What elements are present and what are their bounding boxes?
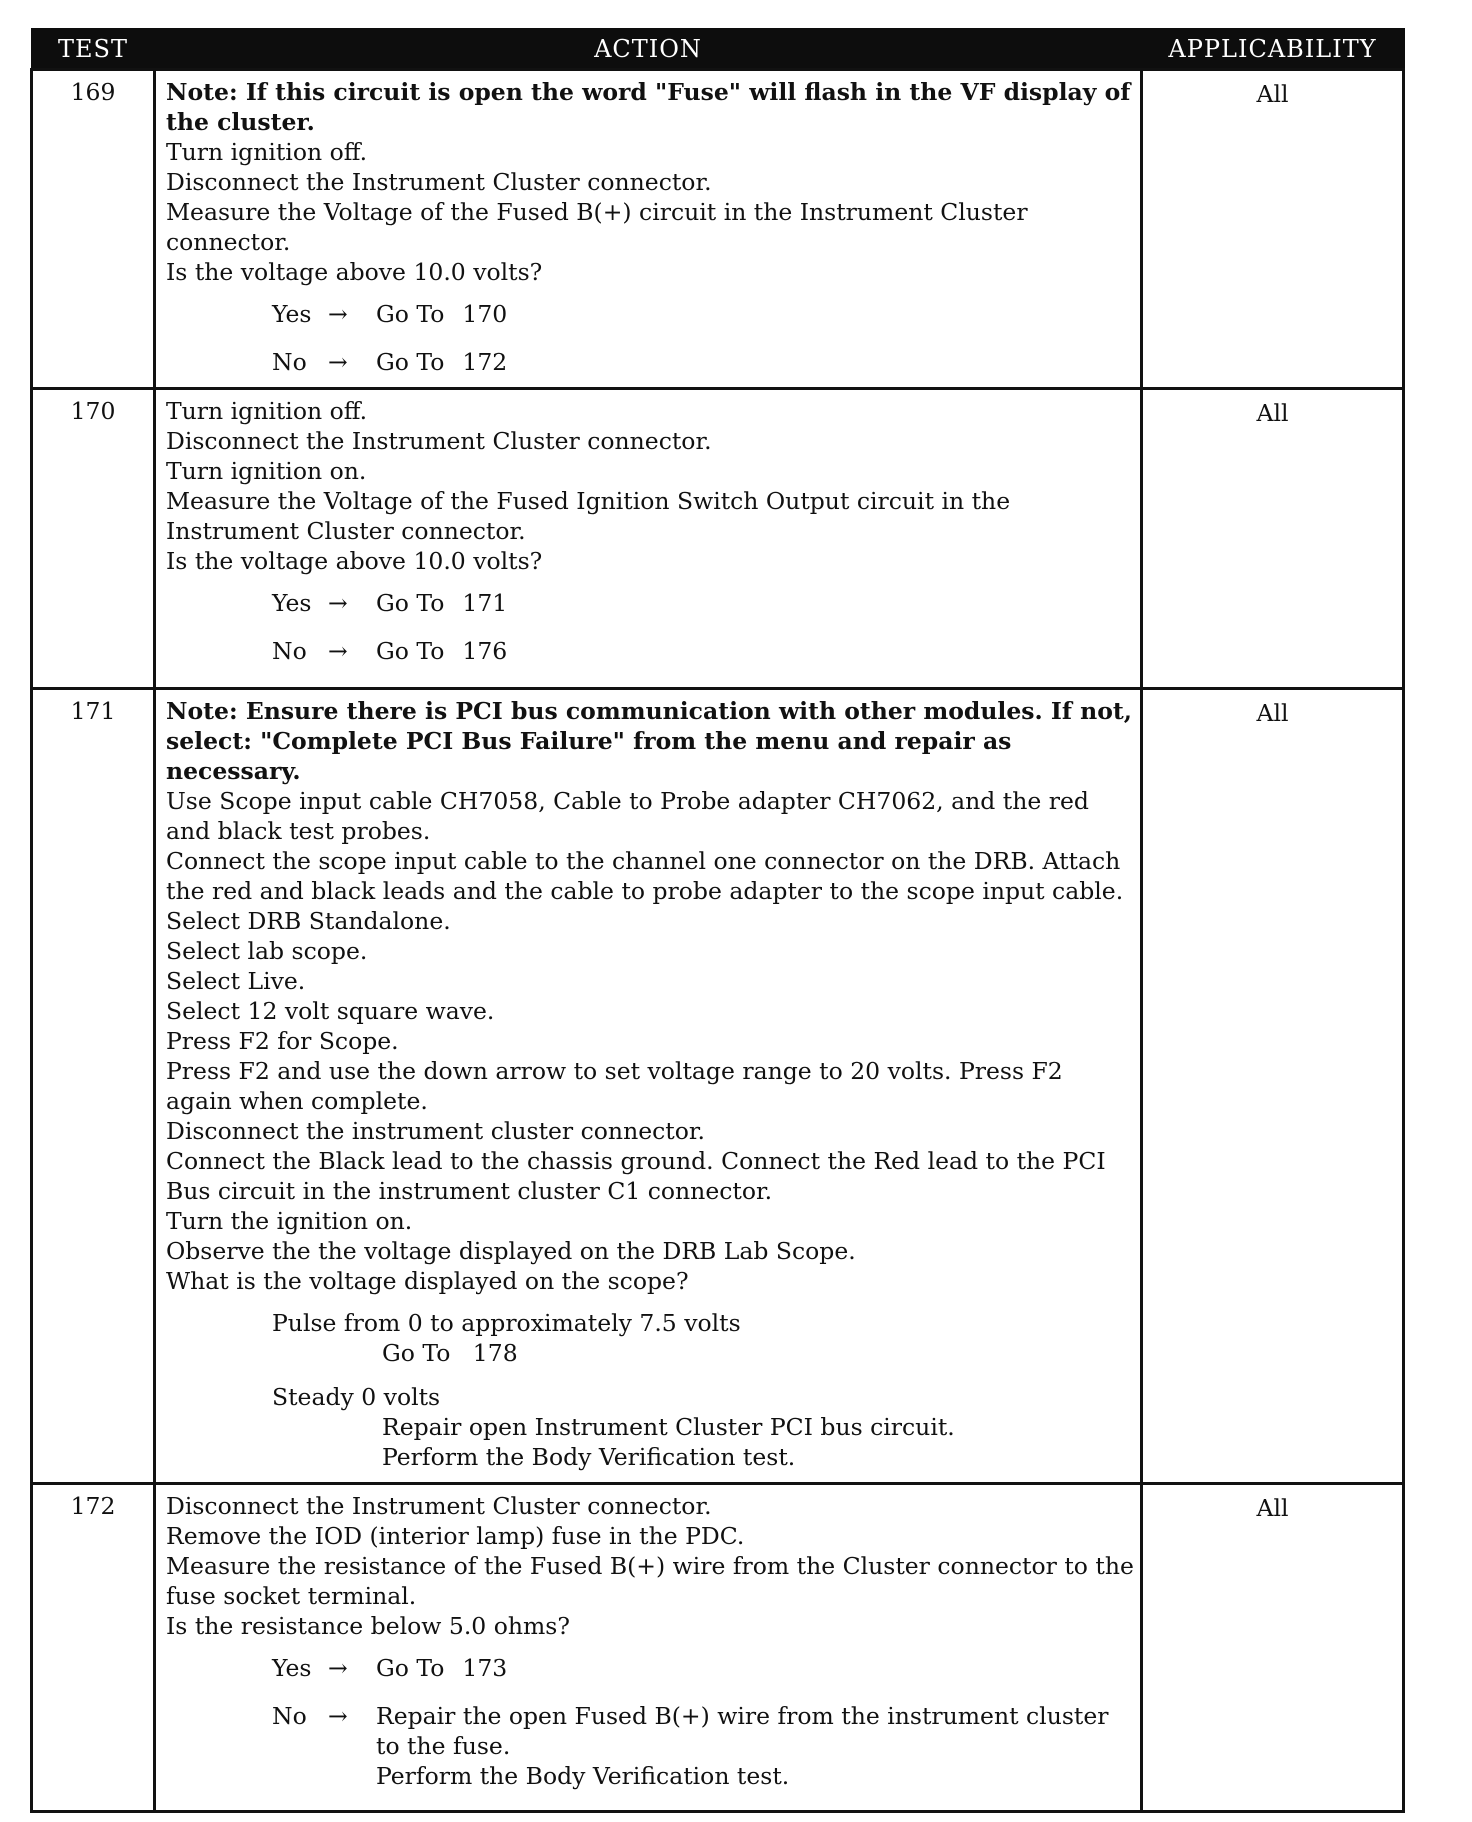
repair-text: Repair the open Fused B(+) wire from the instrument cluster to the fuse. <box>376 1702 1109 1760</box>
choice-label: No <box>272 348 307 376</box>
choice-list <box>166 1653 1134 1791</box>
table-row <box>32 389 1404 689</box>
choice-label: Yes <box>272 300 312 328</box>
step-text: Turn ignition off. <box>166 138 368 166</box>
step-text: Turn ignition on. <box>166 457 367 485</box>
goto-target: 172 <box>462 348 508 376</box>
applicability-value: All <box>1142 389 1404 689</box>
yes-choice <box>166 588 1134 618</box>
step-text: Measure the Voltage of the Fused Ignition Switch Output circuit in the Instrument Cluster connector. <box>166 487 1011 545</box>
action-cell <box>155 689 1142 1484</box>
outcome-label: Pulse from 0 to approximately 7.5 volts <box>272 1309 741 1337</box>
choice-label: Yes <box>272 589 312 617</box>
action-cell <box>155 70 1142 389</box>
step-text: Press F2 for Scope. <box>166 1027 399 1055</box>
test-number: 169 <box>32 70 155 389</box>
step-text: Select lab scope. <box>166 937 368 965</box>
step-text: Measure the resistance of the Fused B(+) wire from the Cluster connector to the fuse socket terminal. <box>166 1552 1134 1610</box>
question-text: Is the voltage above 10.0 volts? <box>166 547 543 575</box>
outcome-steady <box>272 1382 1134 1472</box>
step-text: Select Live. <box>166 967 306 995</box>
step-text: Disconnect the instrument cluster connector. <box>166 1117 705 1145</box>
note-text: Note: Ensure there is PCI bus communication with other modules. If not, select: "Complete PCI Bus Failure" from the menu and repair as necessary. <box>166 697 1132 785</box>
step-text: Observe the the voltage displayed on the DRB Lab Scope. <box>166 1237 856 1265</box>
outcome-list <box>166 1308 1134 1472</box>
question-text: Is the resistance below 5.0 ohms? <box>166 1612 570 1640</box>
table-row <box>32 1484 1404 1812</box>
choice-label: No <box>272 637 307 665</box>
choice-list <box>166 588 1134 666</box>
arrow-icon: → <box>328 589 348 617</box>
test-number: 172 <box>32 1484 155 1812</box>
action-cell <box>155 389 1142 689</box>
test-number: 170 <box>32 389 155 689</box>
header-applicability: APPLICABILITY <box>1142 29 1404 70</box>
note-text: Note: If this circuit is open the word "Fuse" will flash in the VF display of the cluster. <box>166 78 1131 136</box>
step-text: Connect the scope input cable to the channel one connector on the DRB. Attach the red and black leads and the cable to probe adapter to the scope input cable. <box>166 847 1124 905</box>
no-choice <box>166 347 1134 377</box>
question-text: Is the voltage above 10.0 volts? <box>166 258 543 286</box>
choice-label: No <box>272 1702 307 1730</box>
outcome-result: Repair open Instrument Cluster PCI bus circuit. <box>382 1413 955 1441</box>
step-text: Turn ignition off. <box>166 397 368 425</box>
arrow-icon: → <box>328 348 348 376</box>
step-text: Press F2 and use the down arrow to set voltage range to 20 volts. Press F2 again when complete. <box>166 1057 1063 1115</box>
outcome-result: Go To 178 <box>382 1339 518 1367</box>
goto-text: Go To <box>376 348 445 376</box>
arrow-icon: → <box>328 1654 348 1682</box>
choice-label: Yes <box>272 1654 312 1682</box>
applicability-value: All <box>1142 1484 1404 1812</box>
header-test: TEST <box>32 29 155 70</box>
goto-target: 173 <box>462 1654 508 1682</box>
step-text: Disconnect the Instrument Cluster connector. <box>166 168 712 196</box>
verification-text: Perform the Body Verification test. <box>376 1762 790 1790</box>
goto-text: Go To <box>376 589 445 617</box>
no-choice <box>166 1701 1134 1791</box>
outcome-label: Steady 0 volts <box>272 1383 441 1411</box>
step-text: Disconnect the Instrument Cluster connector. <box>166 427 712 455</box>
step-text: Remove the IOD (interior lamp) fuse in the PDC. <box>166 1522 745 1550</box>
step-text: Connect the Black lead to the chassis ground. Connect the Red lead to the PCI Bus circuit in the instrument cluster C1 connector. <box>166 1147 1106 1205</box>
step-text: Turn the ignition on. <box>166 1207 413 1235</box>
test-number: 171 <box>32 689 155 1484</box>
table-header-row <box>32 29 1404 70</box>
applicability-value: All <box>1142 70 1404 389</box>
goto-target: 171 <box>462 589 508 617</box>
applicability-value: All <box>1142 689 1404 1484</box>
step-text: Disconnect the Instrument Cluster connector. <box>166 1492 712 1520</box>
goto-text: Go To <box>376 637 445 665</box>
step-text: Select DRB Standalone. <box>166 907 451 935</box>
question-text: What is the voltage displayed on the scope? <box>166 1267 689 1295</box>
step-text: Measure the Voltage of the Fused B(+) circuit in the Instrument Cluster connector. <box>166 198 1028 256</box>
step-text: Use Scope input cable CH7058, Cable to Probe adapter CH7062, and the red and black test probes. <box>166 787 1089 845</box>
yes-choice <box>166 1653 1134 1683</box>
step-text: Select 12 volt square wave. <box>166 997 495 1025</box>
header-action: ACTION <box>155 29 1142 70</box>
goto-text: Go To <box>376 1654 445 1682</box>
action-cell <box>155 1484 1142 1812</box>
no-choice <box>166 636 1134 666</box>
arrow-icon: → <box>328 1702 348 1730</box>
table-row <box>32 689 1404 1484</box>
choice-list <box>166 299 1134 377</box>
goto-target: 170 <box>462 300 508 328</box>
diagnostic-test-table <box>30 28 1405 1813</box>
diagnostic-procedure-page <box>30 28 1402 1813</box>
outcome-pulse <box>272 1308 1134 1368</box>
yes-choice <box>166 299 1134 329</box>
arrow-icon: → <box>328 637 348 665</box>
outcome-result: Perform the Body Verification test. <box>382 1443 796 1471</box>
table-row <box>32 70 1404 389</box>
arrow-icon: → <box>328 300 348 328</box>
goto-text: Go To <box>376 300 445 328</box>
repair-instructions <box>376 1701 1134 1791</box>
goto-target: 176 <box>462 637 508 665</box>
